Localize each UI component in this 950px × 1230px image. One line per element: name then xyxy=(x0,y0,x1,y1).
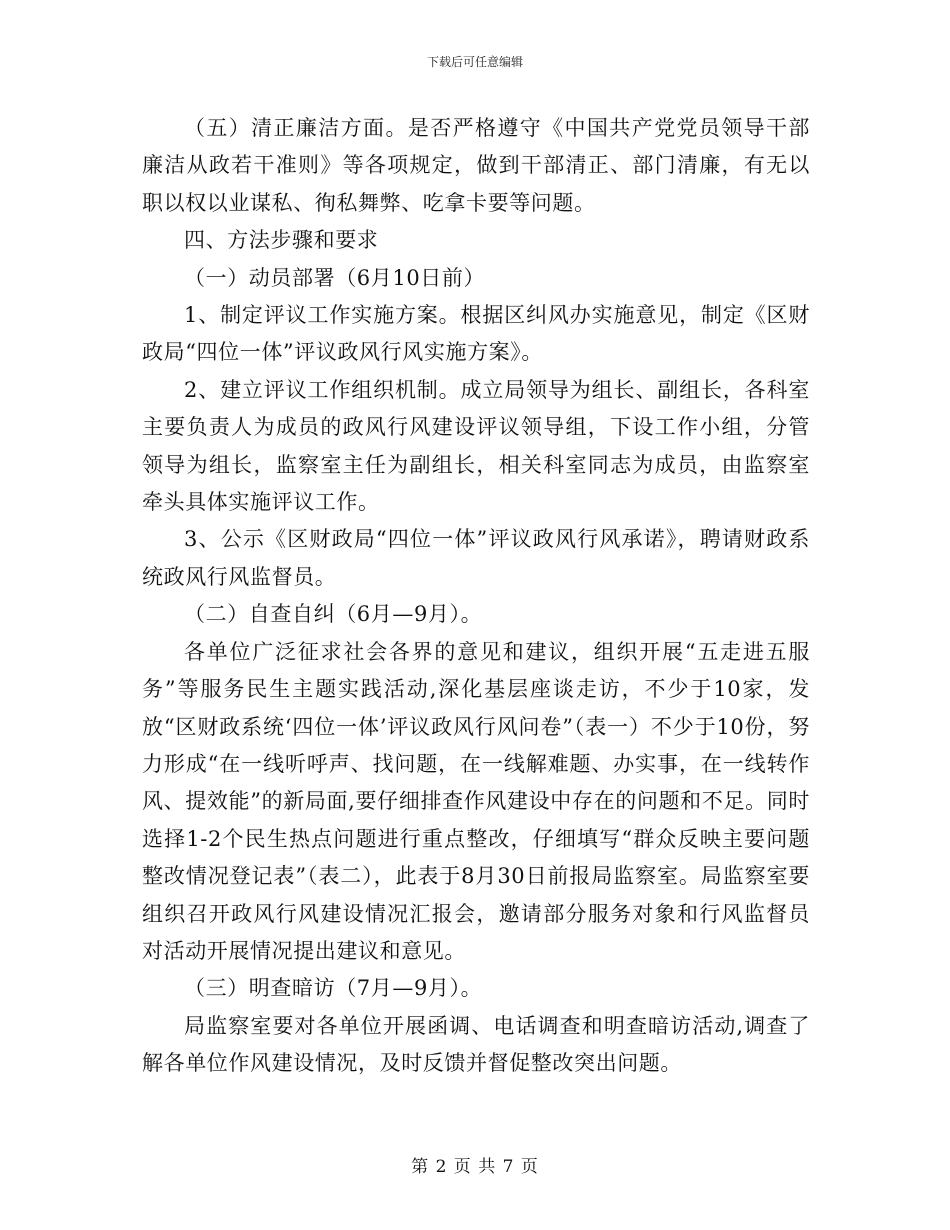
section-heading-methods: 四、方法步骤和要求 xyxy=(184,228,379,253)
page-number: 第 2 页 共 7 页 xyxy=(411,1157,539,1177)
paragraph-integrity: （五）清正廉洁方面。是否严格遵守《中国共产党党员领导干部廉洁从政若干准则》等各项规定，做到干部清正、部门清廉，有无以职以权以业谋私、徇私舞弊、吃拿卡要等问题。 xyxy=(142,116,810,215)
paragraph-inspection-visits: 局监察室要对各单位开展函调、电话调查和明查暗访活动,调查了解各单位作风建设情况，及时反馈并督促整改突出问题。 xyxy=(142,1013,810,1076)
subheading-self-inspection: （二）自查自纠（6月—9月）。 xyxy=(184,602,483,627)
paragraph-organization: 2、建立评议工作组织机制。成立局领导为组长、副组长，各科室主要负责人为成员的政风行风建设评议领导组，下设工作小组，分管领导为组长，监察室主任为副组长，相关科室同志为成员，由监察室牵头具体实施评议工作。 xyxy=(142,377,810,515)
subheading-inspection-visits: （三）明查暗访（7月—9月）。 xyxy=(184,976,483,1001)
document-body xyxy=(142,110,810,1083)
paragraph-plan: 1、制定评议工作实施方案。根据区纠风办实施意见，制定《区财政局“四位一体”评议政风行风实施方案》。 xyxy=(142,303,810,365)
paragraph-self-inspection: 各单位广泛征求社会各界的意见和建议，组织开展“五走进五服务”等服务民生主题实践活动,深化基层座谈走访，不少于10家，发放“区财政系统‘四位一体’评议政风行风问卷”（表一）不少于10份，努力形成“在一线听呼声、找问题，在一线解难题、办实事，在一线转作风、提效能”的新局面,要仔细排查作风建设中存在的问题和不足。同时选择1-2个民生热点问题进行重点整改，仔细填写“群众反映主要问题整改情况登记表”（表二），此表于8月30日前报局监察室。局监察室要组织召开政风行风建设情况汇报会，邀请部分服务对象和行风监督员对活动开展情况提出建议和意见。 xyxy=(142,639,810,963)
paragraph-publicity: 3、公示《区财政局“四位一体”评议政风行风承诺》，聘请财政系统政风行风监督员。 xyxy=(142,527,810,589)
subheading-mobilization: （一）动员部署（6月10日前） xyxy=(184,265,486,290)
page-header: 下载后可任意编辑 xyxy=(426,55,523,69)
